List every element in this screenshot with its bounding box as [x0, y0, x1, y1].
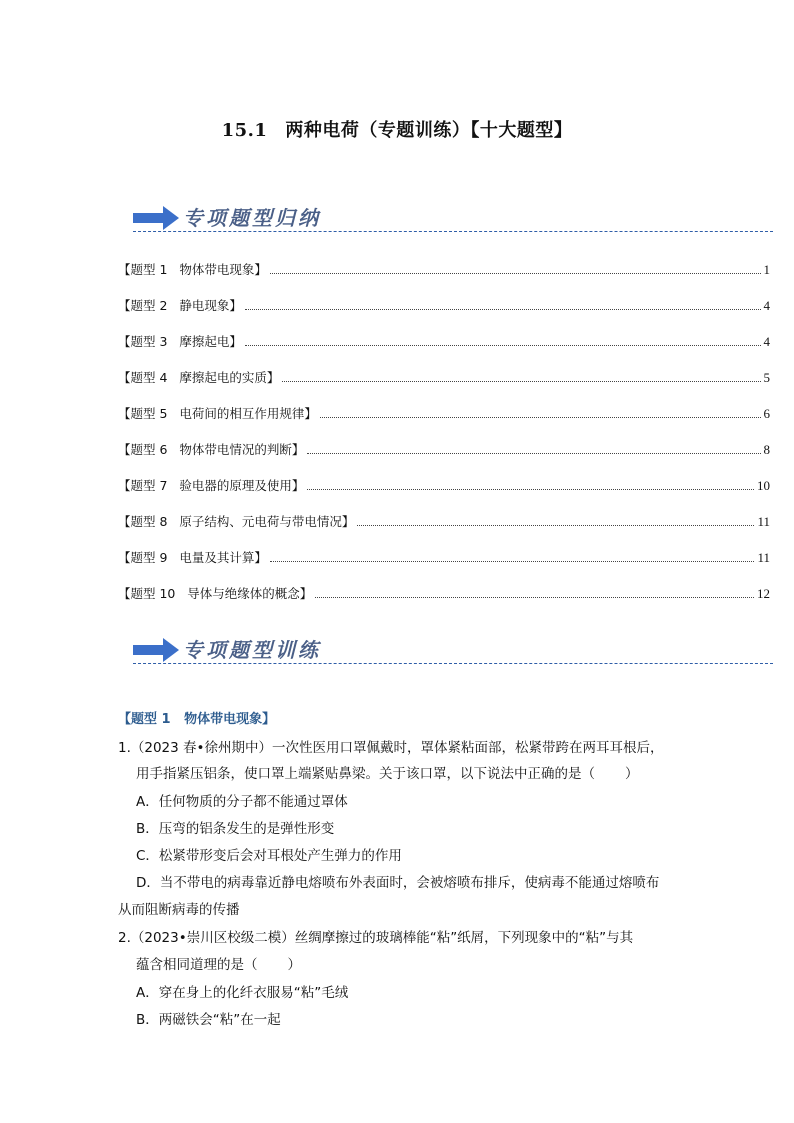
training-banner	[133, 632, 773, 672]
toc-item[interactable]: 【题型 7 验电器的原理及使用】 10	[118, 478, 770, 493]
summary-banner	[133, 200, 773, 240]
toc-item[interactable]: 【题型 1 物体带电现象】 1	[118, 262, 770, 277]
summary-banner-label: 专项题型归纳	[183, 206, 321, 230]
q1-option-b: B．压弯的铝条发生的是弹性形变	[136, 821, 335, 837]
question-1-stem: 1.（2023 春•徐州期中）一次性医用口罩佩戴时，罩体紧粘面部，松紧带跨在两耳耳根后，	[118, 740, 664, 756]
toc-item[interactable]: 【题型 2 静电现象】 4	[118, 298, 770, 313]
q2-option-b: B．两磁铁会“粘”在一起	[136, 1012, 281, 1028]
banner-divider	[133, 663, 773, 664]
arrow-right-icon	[133, 206, 179, 230]
title-number: 15.1	[221, 120, 268, 141]
banner-divider	[133, 231, 773, 232]
question-1-stem-cont: 用手指紧压铝条，使口罩上端紧贴鼻梁。关于该口罩，以下说法中正确的是（ ）	[136, 766, 639, 782]
q2-option-a: A．穿在身上的化纤衣服易“粘”毛绒	[136, 985, 349, 1001]
toc-item[interactable]: 【题型 9 电量及其计算】 11	[118, 550, 770, 565]
toc-item[interactable]: 【题型 8 原子结构、元电荷与带电情况】 11	[118, 514, 770, 529]
q1-option-a: A．任何物质的分子都不能通过罩体	[136, 794, 348, 810]
page-title	[0, 116, 794, 142]
question-2-stem: 2.（2023•崇川区校级二模）丝绸摩擦过的玻璃棒能“粘”纸屑，下列现象中的“粘”与其	[118, 930, 634, 946]
section-heading: 【题型 1 物体带电现象】	[118, 712, 276, 727]
title-text: 两种电荷（专题训练）【十大题型】	[285, 120, 573, 141]
arrow-right-icon	[133, 638, 179, 662]
toc-item[interactable]: 【题型 6 物体带电情况的判断】 8	[118, 442, 770, 457]
q1-option-c: C．松紧带形变后会对耳根处产生弹力的作用	[136, 848, 402, 864]
q1-option-d: D．当不带电的病毒靠近静电熔喷布外表面时，会被熔喷布排斥，使病毒不能通过熔喷布	[136, 875, 660, 891]
toc-item[interactable]: 【题型 3 摩擦起电】 4	[118, 334, 770, 349]
toc-item[interactable]: 【题型 5 电荷间的相互作用规律】 6	[118, 406, 770, 421]
toc-item[interactable]: 【题型 10 导体与绝缘体的概念】 12	[118, 586, 770, 601]
training-banner-label: 专项题型训练	[183, 638, 321, 662]
q1-option-d-cont: 从而阻断病毒的传播	[118, 902, 240, 918]
question-2-stem-cont: 蕴含相同道理的是（ ）	[136, 957, 302, 973]
toc-item[interactable]: 【题型 4 摩擦起电的实质】 5	[118, 370, 770, 385]
